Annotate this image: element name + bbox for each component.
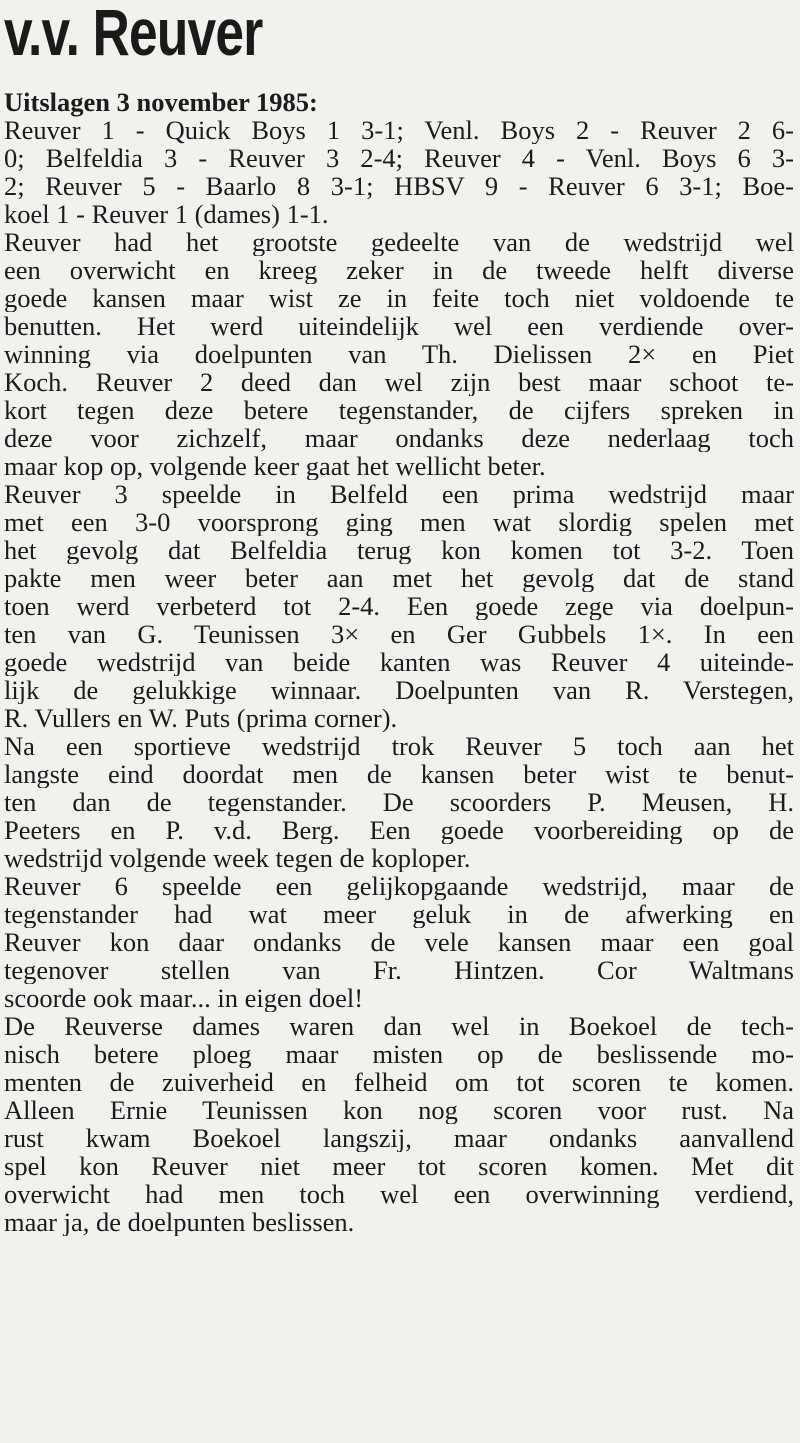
text-line: wedstrijd volgende week tegen de koploper.	[4, 844, 471, 872]
text-line: nisch betere ploeg maar misten op de beslissende mo-	[4, 1040, 794, 1068]
text-line: goede kansen maar wist ze in feite toch niet voldoende te	[4, 284, 794, 312]
text-line: deze voor zichzelf, maar ondanks deze nederlaag toch	[4, 424, 794, 452]
text-line: tegenstander had wat meer geluk in de afwerking en	[4, 900, 794, 928]
text-line: menten de zuiverheid en felheid om tot scoren te komen.	[4, 1068, 794, 1096]
article-body	[4, 88, 794, 1236]
text-line: R. Vullers en W. Puts (prima corner).	[4, 704, 398, 732]
article-text	[4, 116, 794, 1236]
text-line: rust kwam Boekoel langszij, maar ondanks aanvallend	[4, 1124, 794, 1152]
text-line: met een 3-0 voorsprong ging men wat slordig spelen met	[4, 508, 794, 536]
text-line: Na een sportieve wedstrijd trok Reuver 5 toch aan het	[4, 732, 794, 760]
text-line: Reuver had het grootste gedeelte van de wedstrijd wel	[4, 228, 794, 256]
text-line: spel kon Reuver niet meer tot scoren komen. Met dit	[4, 1152, 794, 1180]
article-title: v.v. Reuver	[4, 0, 263, 69]
results-heading: Uitslagen 3 november 1985:	[4, 87, 318, 117]
text-line: langste eind doordat men de kansen beter wist te benut-	[4, 760, 794, 788]
text-line: een overwicht en kreeg zeker in de tweede helft diverse	[4, 256, 794, 284]
text-line: maar kop op, volgende keer gaat het wellicht beter.	[4, 452, 546, 480]
text-line: toen werd verbeterd tot 2-4. Een goede zege via doelpun-	[4, 592, 794, 620]
text-line: Reuver 6 speelde een gelijkopgaande wedstrijd, maar de	[4, 872, 794, 900]
text-line: koel 1 - Reuver 1 (dames) 1-1.	[4, 200, 329, 228]
text-line: Peeters en P. v.d. Berg. Een goede voorbereiding op de	[4, 816, 794, 844]
text-line: Reuver kon daar ondanks de vele kansen maar een goal	[4, 928, 794, 956]
text-line: winning via doelpunten van Th. Dielissen 2× en Piet	[4, 340, 794, 368]
text-line: tegenover stellen van Fr. Hintzen. Cor Waltmans	[4, 956, 794, 984]
text-line: Reuver 1 - Quick Boys 1 3-1; Venl. Boys 2 - Reuver 2 6-	[4, 116, 794, 144]
text-line: Koch. Reuver 2 deed dan wel zijn best maar schoot te-	[4, 368, 794, 396]
text-line: pakte men weer beter aan met het gevolg dat de stand	[4, 564, 794, 592]
text-line: het gevolg dat Belfeldia terug kon komen tot 3-2. Toen	[4, 536, 794, 564]
text-line: Alleen Ernie Teunissen kon nog scoren voor rust. Na	[4, 1096, 794, 1124]
text-line: scoorde ook maar... in eigen doel!	[4, 984, 364, 1012]
text-line: goede wedstrijd van beide kanten was Reuver 4 uiteinde-	[4, 648, 794, 676]
text-line: kort tegen deze betere tegenstander, de cijfers spreken in	[4, 396, 794, 424]
text-line: 2; Reuver 5 - Baarlo 8 3-1; HBSV 9 - Reuver 6 3-1; Boe-	[4, 172, 794, 200]
text-line: ten dan de tegenstander. De scoorders P. Meusen, H.	[4, 788, 794, 816]
text-line: maar ja, de doelpunten beslissen.	[4, 1208, 355, 1236]
text-line: ten van G. Teunissen 3× en Ger Gubbels 1×. In een	[4, 620, 794, 648]
text-line: overwicht had men toch wel een overwinning verdiend,	[4, 1180, 794, 1208]
text-line: De Reuverse dames waren dan wel in Boekoel de tech-	[4, 1012, 794, 1040]
text-line: 0; Belfeldia 3 - Reuver 3 2-4; Reuver 4 - Venl. Boys 6 3-	[4, 144, 794, 172]
text-line: benutten. Het werd uiteindelijk wel een verdiende over-	[4, 312, 794, 340]
text-line: lijk de gelukkige winnaar. Doelpunten van R. Verstegen,	[4, 676, 794, 704]
text-line: Reuver 3 speelde in Belfeld een prima wedstrijd maar	[4, 480, 794, 508]
